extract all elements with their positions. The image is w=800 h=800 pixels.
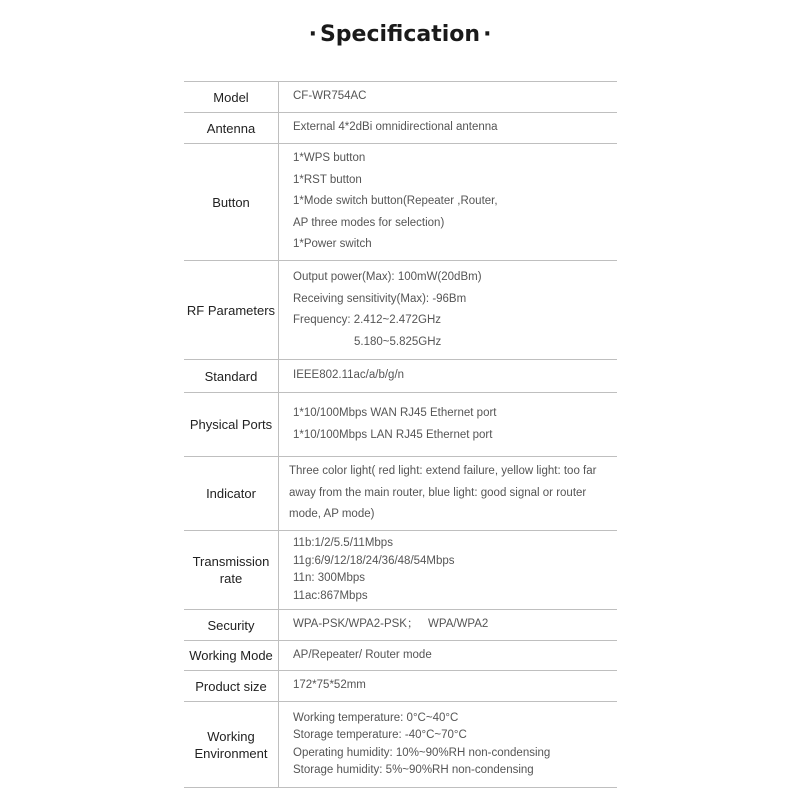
spec-label: Indicator [184,457,279,530]
spec-label: Working Mode [184,641,279,670]
spec-value-line: Frequency: 2.412~2.472GHz [293,314,441,326]
spec-value-line: WPA-PSK/WPA2-PSK； WPA/WPA2 [293,618,489,631]
spec-value [279,671,617,701]
spec-label: Physical Ports [184,393,279,456]
spec-label: Button [184,144,279,260]
spec-value-line: Three color light( red light: extend failure, yellow light: too far [289,465,597,478]
spec-value-line: 1*10/100Mbps WAN RJ45 Ethernet port [293,407,497,419]
spec-label-line: rate [219,571,243,586]
spec-row-rf-parameters [184,261,617,360]
spec-label: Security [184,610,279,640]
spec-value-line: 5.180~5.825GHz [354,335,442,348]
spec-value-line: 1*Mode switch button(Repeater ,Router, [293,195,498,208]
spec-value [279,610,617,640]
spec-label-line: Transmission [192,554,270,569]
spec-row-transmission-rate [184,531,617,610]
spec-value [279,531,617,609]
spec-value-line: CF-WR754AC [293,90,367,103]
spec-label: Antenna [184,113,279,143]
spec-label [184,702,279,787]
spec-label: Standard [184,360,279,392]
spec-label-line: Environment [194,745,268,761]
spec-row-indicator [184,457,617,531]
spec-value-line: mode, AP mode) [289,508,375,521]
spec-value-line: 1*Power switch [293,238,372,251]
spec-row-working-mode [184,641,617,671]
spec-row-button [184,144,617,261]
title-dot-left: · [308,22,317,47]
spec-label-line: Working [207,728,255,744]
spec-row-security [184,610,617,641]
spec-value-line: Working temperature: 0°C~40°C [293,711,459,724]
spec-value-line: Receiving sensitivity(Max): -96Bm [293,292,467,305]
spec-row-physical-ports [184,393,617,457]
spec-row-antenna [184,113,617,144]
title-text: Specification [319,22,481,47]
spec-value [279,82,617,112]
spec-value-line: AP/Repeater/ Router mode [293,648,432,661]
spec-row-standard [184,360,617,393]
page-title [306,22,495,47]
spec-value-line: 1*WPS button [293,152,366,165]
spec-label [184,531,279,609]
title-dot-right: · [483,22,492,47]
spec-row-working-environment [184,702,617,788]
spec-value [279,641,617,670]
spec-label: Model [184,82,279,112]
spec-label: Product size [184,671,279,701]
spec-value-line: Storage humidity: 5%~90%RH non-condensing [293,764,534,776]
page-title-wrap [0,22,800,47]
spec-value-line: 11ac:867Mbps [293,589,368,602]
spec-value-line: Output power(Max): 100mW(20dBm) [293,271,482,283]
spec-value [279,261,617,359]
spec-value-line: 11n: 300Mbps [293,572,366,584]
spec-value-line: IEEE802.11ac/a/b/g/n [293,369,405,382]
spec-value-line: 11g:6/9/12/18/24/36/48/54Mbps [293,554,455,567]
spec-value [279,360,617,392]
spec-value-line: 11b:1/2/5.5/11Mbps [293,537,393,549]
spec-value-line: External 4*2dBi omnidirectional antenna [293,121,498,134]
spec-value-line: 1*10/100Mbps LAN RJ45 Ethernet port [293,428,493,441]
spec-value-line: AP three modes for selection) [293,216,445,229]
spec-value [279,457,617,530]
spec-value [279,702,617,787]
spec-row-product-size [184,671,617,702]
spec-value [279,144,617,260]
spec-value [279,393,617,456]
spec-row-model [184,82,617,113]
spec-value [279,113,617,143]
spec-value-line: Operating humidity: 10%~90%RH non-condensing [293,746,551,759]
spec-table [184,81,617,788]
spec-label: RF Parameters [184,261,279,359]
spec-value-line: away from the main router, blue light: good signal or router [289,486,587,499]
spec-value-line: 172*75*52mm [293,679,366,692]
spec-value-line: Storage temperature: -40°C~70°C [293,729,467,741]
spec-value-line: 1*RST button [293,173,362,186]
